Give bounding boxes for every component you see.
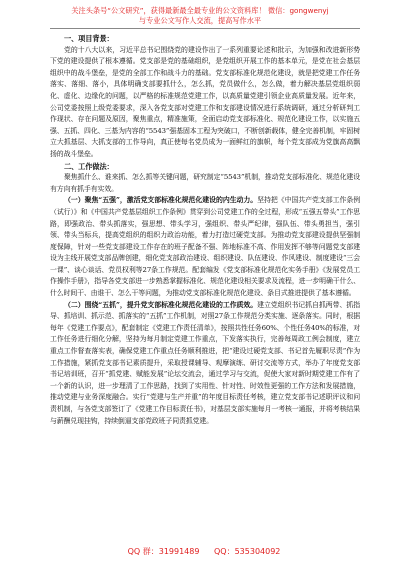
document-body: [50, 33, 360, 427]
approach-paragraph: 聚焦抓什么、谁来抓、怎么抓等关键问题，研究制定“5543”机制，推动党支部标准化、规范化建设有方向有抓手有实效。: [50, 173, 360, 193]
item-five-strengths-lead: （一）聚焦“五强”，激活党支部标准化规范化建设的内生动力。: [64, 196, 258, 205]
background-paragraph: 党的十八大以来，习近平总书记围绕党的建设作出了一系列重要论述和批示，为加强和改进新形势下党的建设提供了根本遵循。党支部是党的基础组织，是党组织开展工作的基本单元，是党在社会基层组织中的战斗堡垒，是党的全部工作和战斗力的基础。党支部标准化规范化建设，就是把党建工作任务落实、落细、落小，具体明确支部要抓什么，怎么抓，党员做什么，怎么做，着力解决基层党组织弱化、虚化、边缘化的问题，以严格的标准规范党建工作，以高质量党建引领企业高质量发展。近年来，公司党委按照上级党委要求，深入各党支部对党建工作和支部建设情况进行系统调研，通过分析研判工作现状、存在问题及原因，聚焦重点，精准施策，全面启动党支部标准化、规范化建设工作，以实施五强、五抓、四化、三基为内容的“5543”强基固本工程为突破口，不断创新载体，健全完善机制，牢固树立大抓基层、大抓支部的工作导向，真正使每名党员成为一面鲜红的旗帜，每个党支部成为党旗高高飘扬的战斗堡垒。: [50, 45, 360, 158]
item-five-grasps: [50, 300, 360, 428]
section-title-approach: 二、工作做法：: [64, 161, 114, 171]
top-banner: [50, 6, 350, 26]
footer-contact: [0, 546, 408, 558]
footer-qq: QQ：535304092: [214, 547, 281, 556]
item-five-strengths: [50, 195, 360, 299]
section-title-background: 一、项目背景：: [64, 34, 114, 43]
item-five-grasps-lead: （二）围绕“五抓”，提升党支部标准化规范化建设的工作质效。: [64, 300, 258, 309]
footer-qq-group: QQ 群：31991489: [127, 547, 200, 556]
banner-line-1: 关注头条号“公文研究”，获得最新最全最专业的公文资料库！ 微信：gongwenyj: [71, 6, 329, 15]
item-five-grasps-body: 建立党组织书记抓自抓两带、抓指导、抓培训、抓示范、抓落实的“五抓”工作机制，对照27条工作规范分类实施、逐条落实。同时，根据每年《党建工作要点》，配套制定《党建工作责任清单》，按照共性任务60%、个性任务40%的标准，对工作任务进行细化分解，坚持为每月制定党建工作重点，下发落实执行，完善每周政工例会制度，建立重点工作督查落实表，确保党建工作重点任务顺利推进，把“建设过硬党支部、书记首先履职尽责”作为工作措施，紧抓党支部书记素质提升，采取授课辅导、观摩演练、研讨交流等方式，举办了年度党支部书记培训班，召开“抓党建、赋能发展”论坛交流会，通过学习与交流，促使大家对新时期党建工作有了一个新的认识，进一步理清了工作思路，找到了实用性、针对性、时效性更强的工作方法和发展措施，推动党建与业务深度融合。实行“党建与生产并重”的年度目标责任考核，建立党支部书记述职评议和问责机制，与各党支部签订了《党建工作目标责任书》，对基层支部实施每月一考核一通报，并将考核结果与薪酬兑现挂钩，持续倒逼支部党政班子同责抓党建。: [50, 300, 360, 425]
banner-line-2: 与专业公文写作人交流，提高写作水平: [138, 16, 262, 25]
header-divider: [50, 28, 360, 29]
item-five-strengths-body: 坚持把《中国共产党支部工作条例（试行）》和《中国共产党基层组织工作条例》贯穿到公司党建工作的全过程，形成“五强五带头”工作思路，即强政治、带头抓落实，强思想、带头学习，强组织、带头严纪律，强队伍、带头勇担当，强引领、带头当标兵，提高党组织的组织力政治功能，着力打造过硬党支部。为推动党支部建设提供坚强制度保障，针对一些党支部建设工作存在的班子配备不强、阵地标准不高、作用发挥不够等问题党支部建设为主线开展党支部品牌创建，细化党支部政治建设、组织建设、队伍建设、作风建设、制度建设“三会一课”、谈心谈话、党员权利等27条工作规范。配套编发《党支部标准化规范化实务手册》《发展党员工作操作手册》，指导各党支部进一步熟悉掌握标准化、规范化建设相关要求及流程，进一步明确干什么、什么时间干、由谁干、怎么干等问题，为推动党支部标准化规范化建设、条目式推进提供了基本遵循。: [50, 196, 360, 298]
